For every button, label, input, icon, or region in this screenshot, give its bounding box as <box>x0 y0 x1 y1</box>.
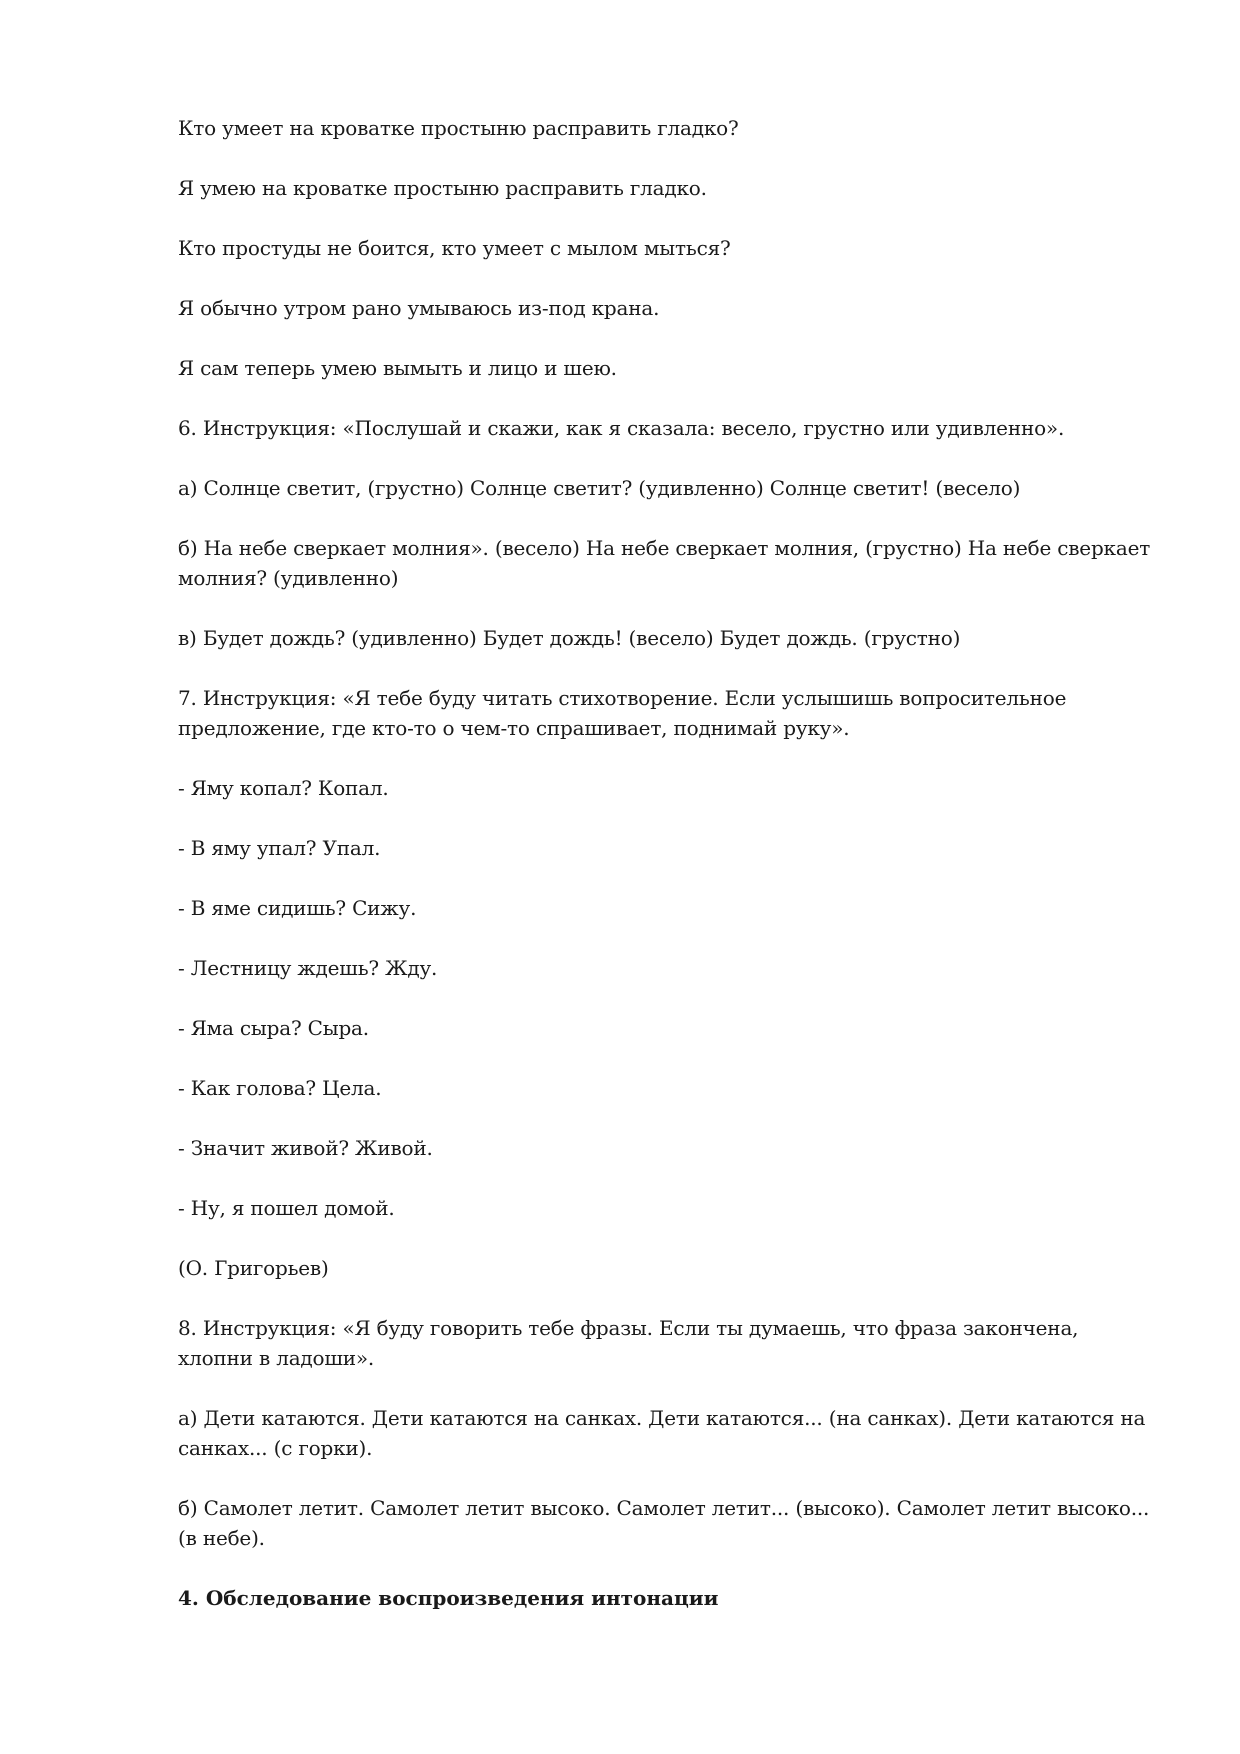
paragraph: Я сам теперь умею вымыть и лицо и шею. <box>178 356 617 380</box>
poem-line: - Ну, я пошел домой. <box>178 1196 395 1220</box>
poem-line: - В яму упал? Упал. <box>178 836 381 860</box>
poem-author: (О. Григорьев) <box>178 1256 329 1280</box>
document-page <box>178 113 1158 1613</box>
paragraph: в) Будет дождь? (удивленно) Будет дождь! (весело) Будет дождь. (грустно) <box>178 626 961 650</box>
instruction-7: 7. Инструкция: «Я тебе буду читать стихотворение. Если услышишь вопросительное предложение, где кто-то о чем-то спрашивает, поднимай руку». <box>178 686 1067 740</box>
paragraph: б) Самолет летит. Самолет летит высоко. Самолет летит... (высоко). Самолет летит высоко... (в небе). <box>178 1496 1150 1550</box>
instruction-8: 8. Инструкция: «Я буду говорить тебе фразы. Если ты думаешь, что фраза закончена, хлопни в ладоши». <box>178 1316 1079 1370</box>
section-heading: 4. Обследование воспроизведения интонации <box>178 1586 719 1610</box>
poem-line: - В яме сидишь? Сижу. <box>178 896 417 920</box>
poem-line: - Яма сыра? Сыра. <box>178 1016 369 1040</box>
paragraph: а) Дети катаются. Дети катаются на санках. Дети катаются... (на санках). Дети катаются на санках... (с горки). <box>178 1406 1146 1460</box>
paragraph: а) Солнце светит, (грустно) Солнце светит? (удивленно) Солнце светит! (весело) <box>178 476 1021 500</box>
poem-line: - Как голова? Цела. <box>178 1076 382 1100</box>
instruction-6: 6. Инструкция: «Послушай и скажи, как я сказала: весело, грустно или удивленно». <box>178 416 1065 440</box>
poem-line: - Значит живой? Живой. <box>178 1136 433 1160</box>
poem-line: - Яму копал? Копал. <box>178 776 389 800</box>
poem-line: - Лестницу ждешь? Жду. <box>178 956 438 980</box>
paragraph: Я обычно утром рано умываюсь из-под крана. <box>178 296 660 320</box>
paragraph: б) На небе сверкает молния». (весело) На небе сверкает молния, (грустно) На небе сверкает молния? (удивленно) <box>178 536 1151 590</box>
paragraph: Я умею на кроватке простыню расправить гладко. <box>178 176 707 200</box>
paragraph: Кто простуды не боится, кто умеет с мылом мыться? <box>178 236 731 260</box>
paragraph: Кто умеет на кроватке простыню расправить гладко? <box>178 116 739 140</box>
